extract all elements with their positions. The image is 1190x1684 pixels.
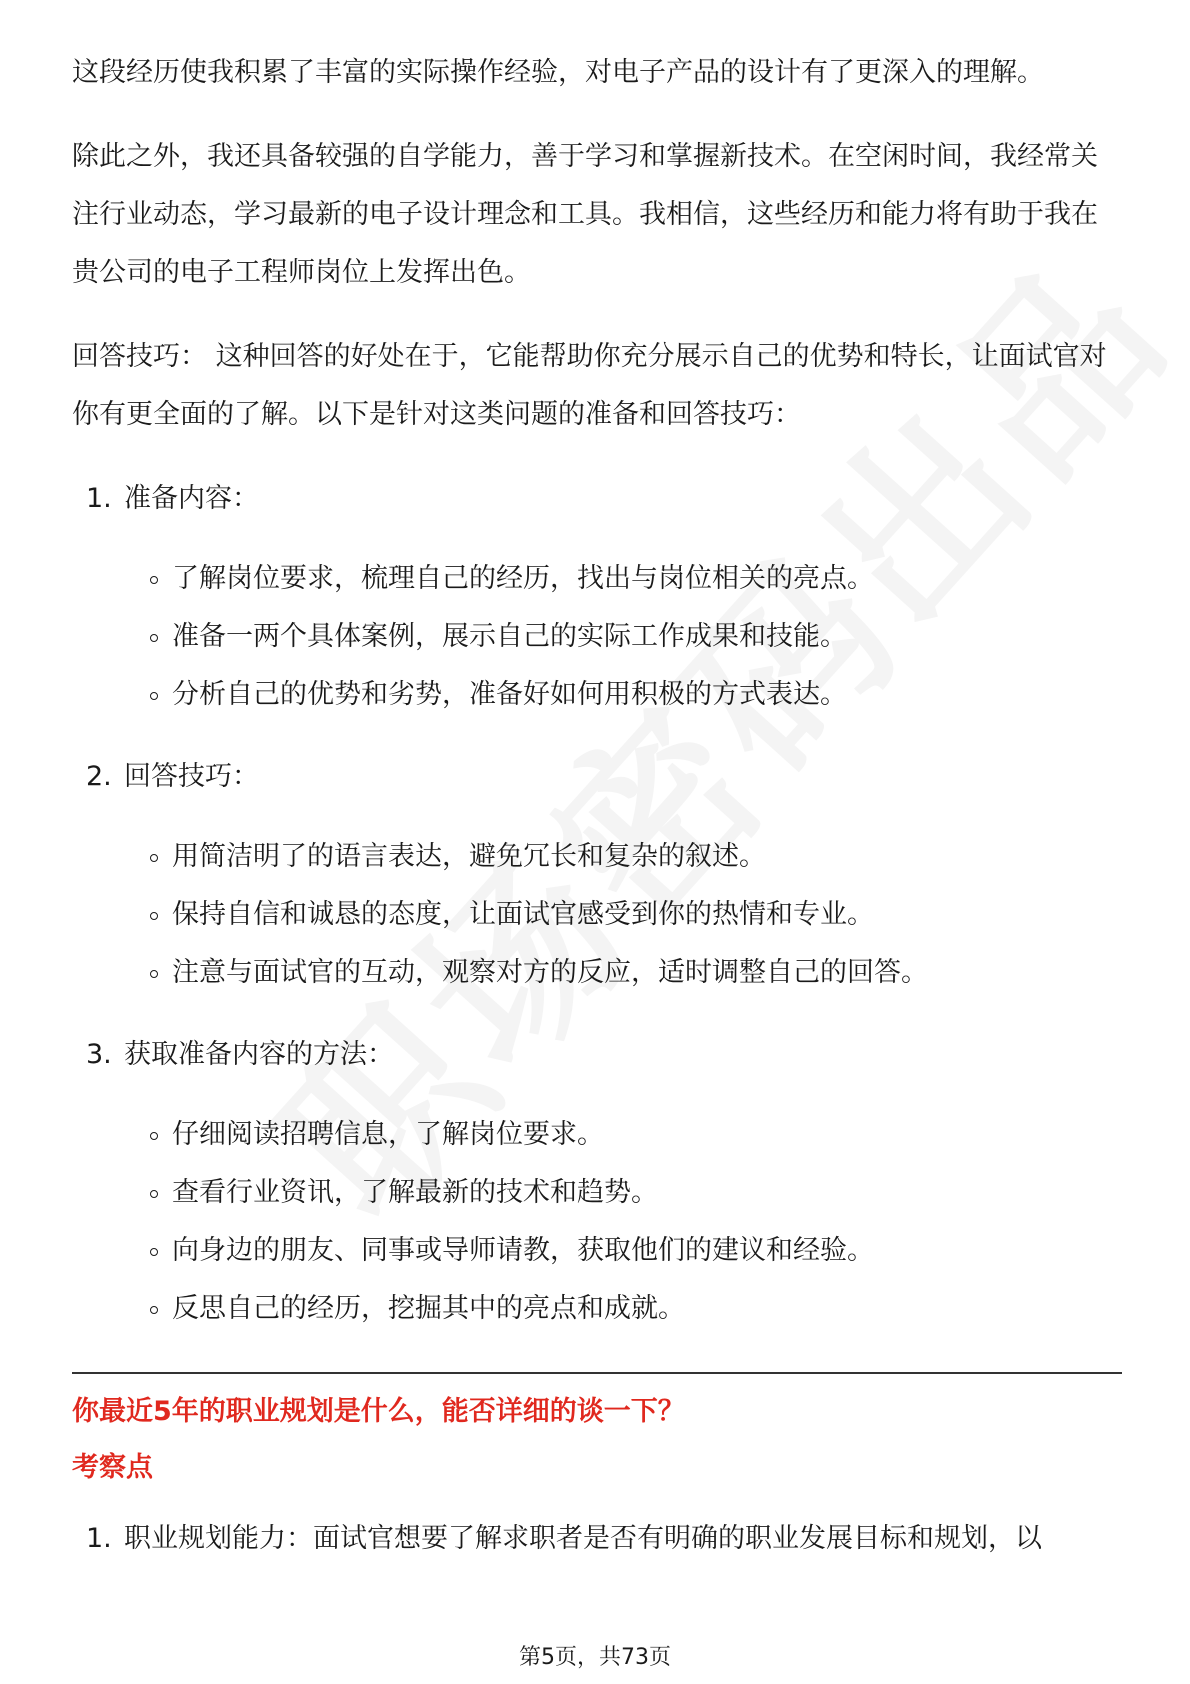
sub-list bbox=[124, 1106, 1122, 1338]
list-item: 保持自信和诚恳的态度，让面试官感受到你的热情和专业。 bbox=[124, 886, 1122, 944]
bullet-circle-icon bbox=[150, 854, 158, 862]
sub-list bbox=[124, 828, 1122, 1002]
list-item: 向身边的朋友、同事或导师请教，获取他们的建议和经验。 bbox=[124, 1222, 1122, 1280]
section-divider bbox=[72, 1372, 1122, 1374]
list-number: 3. bbox=[86, 1039, 112, 1070]
point-text: 职业规划能力：面试官想要了解求职者是否有明确的职业发展目标和规划，以 bbox=[124, 1523, 1042, 1554]
list-item bbox=[72, 1510, 1122, 1568]
page-content bbox=[72, 44, 1122, 1568]
section-title: 回答技巧： bbox=[124, 761, 259, 792]
list-item: 仔细阅读招聘信息，了解岗位要求。 bbox=[124, 1106, 1122, 1164]
bullet-circle-icon bbox=[150, 970, 158, 978]
bullet-circle-icon bbox=[150, 1132, 158, 1140]
list-item: 反思自己的经历，挖掘其中的亮点和成就。 bbox=[124, 1280, 1122, 1338]
bullet-circle-icon bbox=[150, 634, 158, 642]
list-item: 注意与面试官的互动，观察对方的反应，适时调整自己的回答。 bbox=[124, 944, 1122, 1002]
bullet-circle-icon bbox=[150, 692, 158, 700]
paragraph: 除此之外，我还具备较强的自学能力，善于学习和掌握新技术。在空闲时间，我经常关注行业动态，学习最新的电子设计理念和工具。我相信，这些经历和能力将有助于我在贵公司的电子工程师岗位上发挥出色。 bbox=[72, 141, 1098, 288]
paragraph: 这段经历使我积累了丰富的实际操作经验，对电子产品的设计有了更深入的理解。 bbox=[72, 57, 1044, 88]
page-footer: 第5页，共73页 bbox=[519, 1645, 671, 1670]
section-title: 获取准备内容的方法： bbox=[124, 1039, 394, 1070]
list-item: 了解岗位要求，梳理自己的经历，找出与岗位相关的亮点。 bbox=[124, 550, 1122, 608]
tips-section bbox=[72, 470, 1122, 724]
list-item: 用简洁明了的语言表达，避免冗长和复杂的叙述。 bbox=[124, 828, 1122, 886]
question-subtitle: 考察点 bbox=[72, 1452, 153, 1483]
bullet-circle-icon bbox=[150, 576, 158, 584]
bullet-circle-icon bbox=[150, 912, 158, 920]
paragraph: 回答技巧： 这种回答的好处在于，它能帮助你充分展示自己的优势和特长，让面试官对你有更全面的了解。以下是针对这类问题的准备和回答技巧： bbox=[72, 341, 1107, 430]
bullet-circle-icon bbox=[150, 1306, 158, 1314]
section-title: 准备内容： bbox=[124, 483, 259, 514]
bullet-circle-icon bbox=[150, 1190, 158, 1198]
list-item: 查看行业资讯，了解最新的技术和趋势。 bbox=[124, 1164, 1122, 1222]
list-number: 1. bbox=[86, 483, 112, 514]
tips-section bbox=[72, 1026, 1122, 1338]
sub-list bbox=[124, 550, 1122, 724]
tips-list bbox=[72, 470, 1122, 1338]
question-title: 你最近5年的职业规划是什么，能否详细的谈一下？ bbox=[72, 1396, 685, 1427]
tips-section bbox=[72, 748, 1122, 1002]
bullet-circle-icon bbox=[150, 1248, 158, 1256]
list-item: 分析自己的优势和劣势，准备好如何用积极的方式表达。 bbox=[124, 666, 1122, 724]
list-number: 1. bbox=[86, 1523, 112, 1554]
list-item: 准备一两个具体案例，展示自己的实际工作成果和技能。 bbox=[124, 608, 1122, 666]
list-number: 2. bbox=[86, 761, 112, 792]
